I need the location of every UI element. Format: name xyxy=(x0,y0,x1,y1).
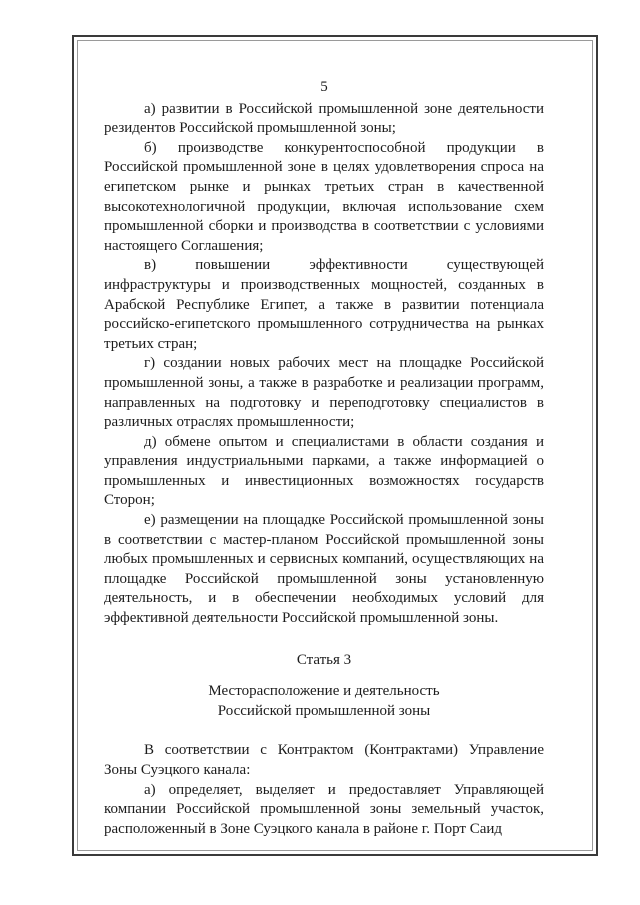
list-item-text: развитии в Российской промышленной зоне деятельности резидентов Российской промышленной зоны; xyxy=(104,100,544,137)
list-item-label: г) xyxy=(144,355,156,372)
list-item-label: е) xyxy=(144,512,156,529)
list-item-label: в) xyxy=(144,257,157,274)
list-item-label: а) xyxy=(144,781,156,798)
list-item-a xyxy=(104,100,544,139)
list-item-v xyxy=(104,256,544,354)
list-item-text: обмене опытом и специалистами в области создания и управления индустриальными парками, а также информацией о промышленных и инвестиционных возможностях государств Сторон; xyxy=(104,433,544,509)
intro-paragraph: В соответствии с Контрактом (Контрактами) Управление Зоны Суэцкого канала: xyxy=(104,742,544,778)
article-title-line-1: Месторасположение и деятельность xyxy=(208,683,440,700)
list-item-label: а) xyxy=(144,100,156,117)
list-item-text: размещении на площадке Российской промышленной зоны в соответствии с мастер-планом Российской промышленной зоны любых промышленных и сервисных компаний, осуществляющих на площадке Российской промышленной зоны установленную деятельность, и в обеспечении необходимых условий для эффективной деятельности Российской промышленной зоны. xyxy=(104,512,545,627)
list-item-text: повышении эффективности существующей инфраструктуры и производственных мощностей, созданных в Арабской Республике Египет, а также в развитии потенциала российско-египетского промышленного сотрудничества на рынках третьих стран; xyxy=(104,257,544,352)
list-item-label: д) xyxy=(144,433,157,450)
article-title-line-2: Российской промышленной зоны xyxy=(217,702,431,719)
list-item-text: создании новых рабочих мест на площадке Российской промышленной зоны, а также в разработке и реализации программ, направленных на подготовку и переподготовку специалистов в различных отраслях промышленности; xyxy=(104,355,544,431)
list-item-a-bottom xyxy=(104,781,544,840)
article-heading: Статья 3 xyxy=(296,651,352,668)
list-item-text: производстве конкурентоспособной продукции в Российской промышленной зоне в целях удовлетворения спроса на египетском рынке и рынках третьих стран в качественной высокотехнологичной продукции, включая использование схем промышленной сборки и производства в соответствии с условиями настоящего Соглашения; xyxy=(104,139,545,254)
list-item-b xyxy=(104,139,544,257)
page-number: 5 xyxy=(320,79,328,95)
list-item-text: определяет, выделяет и предоставляет Управляющей компании Российской промышленной зоны земельный участок, расположенный в Зоне Суэцкого канала в районе г. Порт Саид xyxy=(104,781,544,837)
section-spacer xyxy=(104,721,544,741)
list-item-d xyxy=(104,433,544,511)
document-body xyxy=(104,78,544,839)
article-title xyxy=(104,682,544,721)
list-item-g xyxy=(104,354,544,432)
list-item-e xyxy=(104,511,544,629)
list-item-label: б) xyxy=(144,139,157,156)
